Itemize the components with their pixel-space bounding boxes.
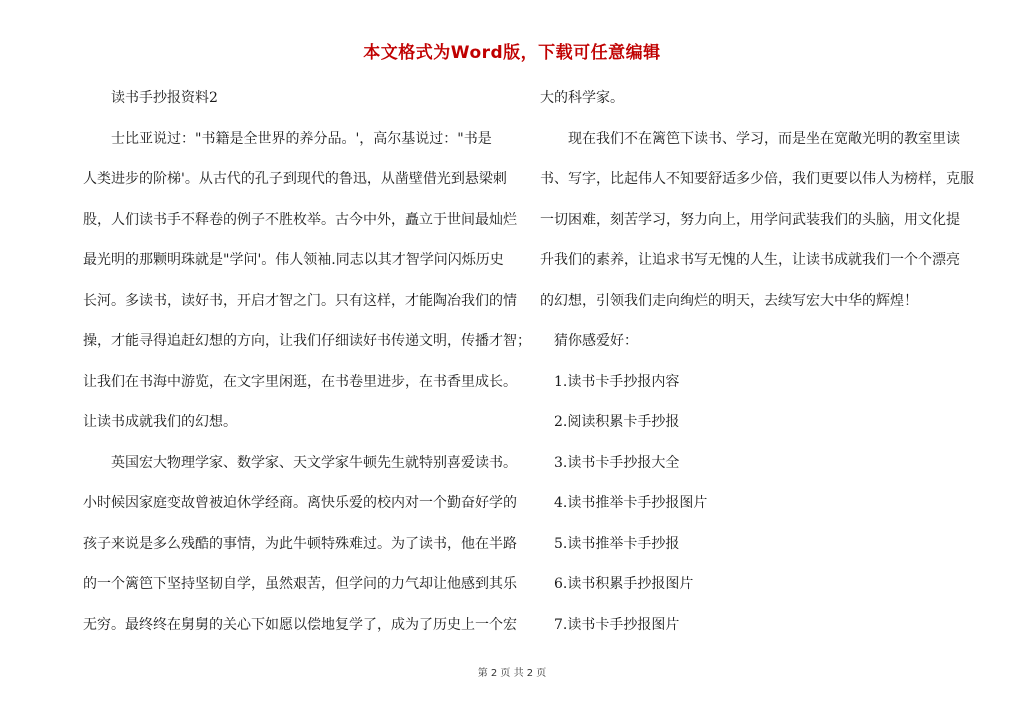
paragraph-line: 书、写字，比起伟人不知要舒适多少倍，我们更要以伟人为榜样，克服 bbox=[540, 171, 974, 187]
paragraph-line: 让读书成就我们的幻想。 bbox=[83, 414, 237, 430]
paragraph-line: 孩子来说是多么残酷的事情，为此牛顿特殊难过。为了读书，他在半路 bbox=[83, 535, 517, 552]
paragraph-line: 让我们在书海中游览，在文字里闲逛，在书卷里进步，在书香里成长。 bbox=[83, 373, 517, 390]
paragraph-line: 最光明的那颗明珠就是"学问'。伟人领袖.同志以其才智学问闪烁历史 bbox=[83, 252, 504, 268]
paragraph-line: 的幻想，引领我们走向绚烂的明天，去续写宏大中华的辉煌！ bbox=[540, 292, 918, 309]
related-link[interactable]: 4.读书推举卡手抄报图片 bbox=[554, 495, 708, 511]
paragraph-line: 士比亚说过："书籍是全世界的养分品。'，高尔基说过："书是 bbox=[111, 130, 492, 147]
right-column bbox=[540, 78, 974, 645]
paragraph-line: 操，才能寻得追赶幻想的方向，让我们仔细读好书传递文明，传播才智； bbox=[83, 333, 531, 349]
paragraph-line: 小时候因家庭变故曾被迫休学经商。离快乐爱的校内对一个勤奋好学的 bbox=[83, 495, 517, 511]
paragraph-line: 现在我们不在篱笆下读书、学习，而是坐在宽敞光明的教室里读 bbox=[568, 130, 960, 147]
page-number: 第 2 页 共 2 页 bbox=[477, 668, 547, 679]
related-link[interactable]: 6.读书积累手抄报图片 bbox=[554, 576, 694, 592]
related-heading: 猜你感爱好： bbox=[554, 333, 638, 349]
paragraph-line: 长河。多读书，读好书，开启才智之门。只有这样，才能陶冶我们的情 bbox=[83, 292, 517, 309]
paragraph-line: 人类进步的阶梯'。从古代的孔子到现代的鲁迅，从凿壁借光到悬梁刺 bbox=[83, 171, 507, 187]
paragraph-line: 的一个篱笆下坚持坚韧自学，虽然艰苦，但学问的力气却让他感到其乐 bbox=[83, 576, 517, 592]
related-link[interactable]: 3.读书卡手抄报大全 bbox=[554, 454, 680, 471]
related-link[interactable]: 5.读书推举卡手抄报 bbox=[554, 535, 680, 552]
paragraph-line: 股，人们读书手不释卷的例子不胜枚举。古今中外，矗立于世间最灿烂 bbox=[83, 211, 517, 228]
document-title: 读书手抄报资料2 bbox=[111, 90, 218, 106]
edit-banner: 本文格式为Word版，下载可任意编辑 bbox=[363, 43, 661, 63]
related-link[interactable]: 1.读书卡手抄报内容 bbox=[554, 373, 680, 390]
related-link[interactable]: 2.阅读积累卡手抄报 bbox=[554, 414, 680, 430]
paragraph-line: 一切困难，刻苦学习，努力向上，用学问武装我们的头脑，用文化提 bbox=[540, 211, 960, 228]
paragraph-line: 无穷。最终终在舅舅的关心下如愿以偿地复学了，成为了历史上一个宏 bbox=[83, 616, 517, 633]
related-link[interactable]: 7.读书卡手抄报图片 bbox=[554, 616, 680, 633]
paragraph-line: 大的科学家。 bbox=[540, 90, 624, 106]
paragraph-line: 升我们的素养，让追求书写无愧的人生，让读书成就我们一个个漂亮 bbox=[540, 252, 960, 268]
paragraph-line: 英国宏大物理学家、数学家、天文学家牛顿先生就特别喜爱读书。 bbox=[111, 454, 517, 471]
left-column bbox=[83, 78, 531, 645]
